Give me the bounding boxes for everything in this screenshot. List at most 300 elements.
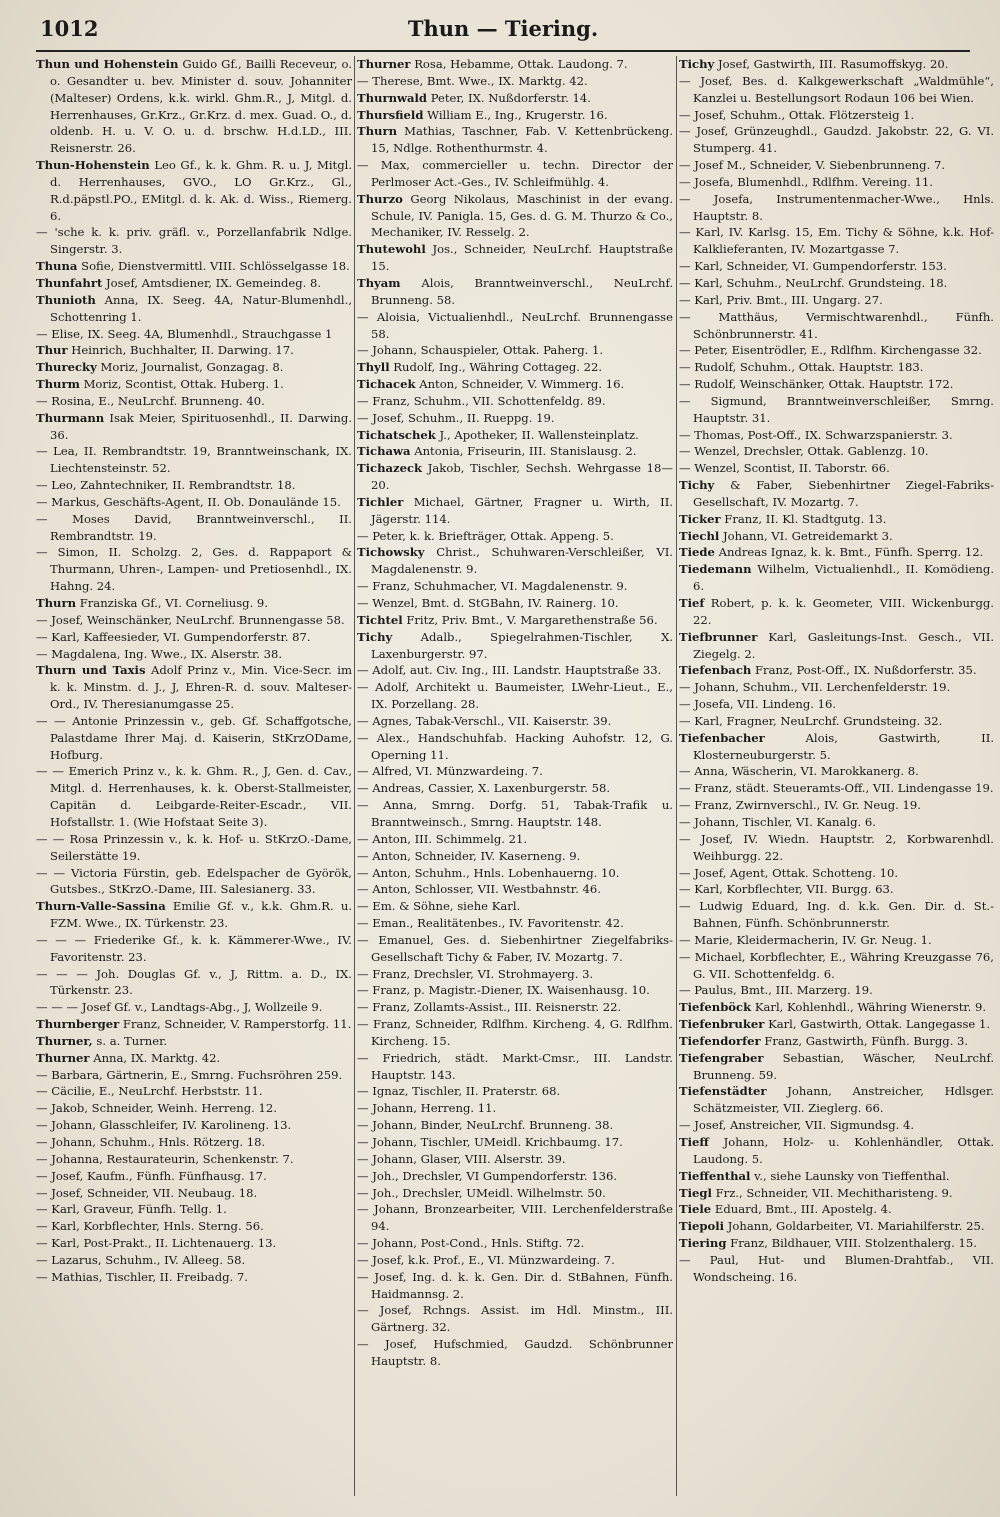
directory-entry — [357, 1201, 673, 1235]
directory-entry — [36, 595, 352, 612]
directory-entry — [357, 107, 673, 124]
entry-details: — Michael, Korbflechter, E., Währing Kreuzgasse 76, G. VII. Schottenfeldg. 6. — [679, 949, 994, 981]
directory-entry — [679, 1252, 994, 1286]
entry-details: Moriz, Journalist, Gonzagag. 8. — [100, 360, 284, 375]
directory-entry — [679, 1185, 994, 1202]
entry-details: Michael, Gärtner, Fragner u. Wirth, II. Jägerstr. 114. — [371, 494, 673, 526]
entry-surname: Tiefenböck — [679, 1000, 752, 1015]
entry-surname: Thurner — [357, 57, 411, 71]
directory-column-2 — [357, 56, 673, 1504]
directory-entry — [679, 763, 994, 780]
entry-surname: Thunfahrt — [36, 275, 103, 290]
directory-entry — [357, 797, 673, 831]
entry-surname: Thurnwald — [357, 90, 428, 105]
entry-details: Fritz, Priv. Bmt., V. Margarethenstraße 56. — [406, 612, 658, 627]
directory-entry — [357, 90, 673, 107]
directory-entry — [679, 713, 994, 730]
directory-entry — [679, 460, 994, 477]
directory-entry — [679, 56, 994, 73]
entry-details: Johann, VI. Getreidemarkt 3. — [723, 528, 893, 543]
entry-surname: Thurn — [36, 596, 77, 610]
entry-details: William E., Ing., Krugerstr. 16. — [427, 107, 608, 122]
entry-details: — Wenzel, Scontist, II. Taborstr. 66. — [679, 461, 890, 476]
entry-details: — Mathias, Tischler, II. Freibadg. 7. — [36, 1269, 248, 1284]
directory-entry — [357, 410, 673, 427]
entry-details: — Jakob, Schneider, Weinh. Herreng. 12. — [36, 1101, 277, 1116]
directory-entry — [36, 1067, 352, 1084]
directory-entry — [36, 342, 352, 359]
entry-details: — Anna, Wäscherin, VI. Marokkanerg. 8. — [679, 764, 919, 779]
entry-details: — Peter, Eisentrödler, E., Rdlfhm. Kirchengasse 32. — [679, 343, 982, 358]
directory-column-1 — [36, 56, 352, 1504]
entry-surname: Thuna — [36, 259, 78, 274]
entry-surname: Tiegl — [679, 1185, 712, 1200]
entry-surname: Tichler — [357, 494, 404, 509]
directory-entry — [357, 966, 673, 983]
entry-details: — Barbara, Gärtnerin, E., Smrng. Fuchsröhren 259. — [36, 1067, 343, 1082]
entry-details: — Franz, Zwirnverschl., IV. Gr. Neug. 19. — [679, 798, 921, 813]
directory-entry — [679, 258, 994, 275]
directory-entry — [679, 595, 994, 629]
entry-details: — Em. & Söhne, siehe Karl. — [357, 899, 521, 914]
directory-entry — [36, 258, 352, 275]
entry-details: — Josef, Schuhm., Ottak. Flötzersteig 1. — [679, 107, 915, 122]
directory-entry — [679, 1033, 994, 1050]
entry-details: — Rudolf, Weinschänker, Ottak. Hauptstr. 172. — [679, 377, 954, 392]
entry-details: — Alex., Handschuhfab. Hacking Auhofstr. 12, G. Operning 11. — [357, 730, 673, 762]
entry-details: Franz, II. Kl. Stadtgutg. 13. — [724, 511, 887, 526]
entry-surname: Thurn — [357, 124, 398, 139]
entry-details: Adolf Prinz v., Min. Vice-Secr. im k. k. Minstm. d. J., J, Ehren-R. d. souv. Malteser-Ord., IV. Theresianumgasse 25. — [50, 663, 352, 712]
column-divider — [676, 56, 677, 1496]
entry-details: — Karl, Priv. Bmt., III. Ungarg. 27. — [679, 292, 883, 307]
directory-entry — [36, 1168, 352, 1185]
directory-entry — [36, 662, 352, 713]
entry-details: Christ., Schuhwaren-Verschleißer, VI. Magdalenenstr. 9. — [371, 545, 673, 577]
entry-details: — Alfred, VI. Münzwardeing. 7. — [357, 764, 543, 779]
entry-details: Johann, Anstreicher, Hdlsger. Schätzmeister, VII. Zieglerg. 66. — [693, 1084, 994, 1116]
directory-entry — [36, 865, 352, 899]
entry-details: — Lazarus, Schuhm., IV. Alleeg. 58. — [36, 1252, 246, 1267]
entry-details: — Ignaz, Tischler, II. Praterstr. 68. — [357, 1084, 561, 1099]
directory-entry — [36, 898, 352, 932]
page-number: 1012 — [40, 16, 99, 41]
directory-entry — [679, 696, 994, 713]
directory-entry — [679, 511, 994, 528]
directory-entry — [357, 460, 673, 494]
entry-details: Anton, Schneider, V. Wimmerg. 16. — [419, 377, 625, 392]
entry-details: — Karl, Kaffeesieder, VI. Gumpendorferstr. 87. — [36, 629, 311, 644]
directory-entry — [679, 157, 994, 174]
directory-entry — [357, 56, 673, 73]
page-title: Thun — Tiering. — [407, 16, 599, 41]
entry-details: Emilie Gf. v., k.k. Ghm.R. u. FZM. Wwe., IX. Türkenstr. 23. — [50, 899, 352, 931]
entry-surname: Thurnberger — [36, 1017, 120, 1032]
entry-surname: Tiedemann — [679, 562, 752, 577]
directory-entry — [357, 1083, 673, 1100]
directory-entry — [679, 932, 994, 949]
entry-surname: Tichy — [679, 478, 715, 493]
entry-details: — Moses David, Branntweinverschl., II. Rembrandtstr. 19. — [36, 511, 352, 543]
entry-details: Guido Gf., Bailli Receveur, o. o. Gesandter u. bev. Minister d. souv. Johanniter (Malteser) Ordens, k.k. wirkl. Ghm.R., J, Mitgl. d. Herrenhauses, Gr.Krz., Gr.Krz. d. mex. Guad. O., d. oldenb. H. u. V. O. u. d. brschw. H.d.LD., III. Reisnerstr. 26. — [50, 57, 352, 156]
directory-entry — [679, 1201, 994, 1218]
entry-details: s. a. Turner. — [96, 1033, 168, 1048]
entry-details: — Anton, Schuhm., Hnls. Lobenhauerng. 10. — [357, 865, 620, 880]
entry-details: — Sigmund, Branntweinverschleißer, Smrng. Hauptstr. 31. — [679, 393, 994, 425]
directory-entry — [36, 393, 352, 410]
directory-entry — [357, 427, 673, 444]
entry-details: — Karl, Post-Prakt., II. Lichtenauerg. 13. — [36, 1236, 277, 1251]
directory-entry — [36, 1083, 352, 1100]
directory-entry — [357, 191, 673, 242]
directory-entry — [679, 1083, 994, 1117]
directory-entry — [357, 241, 673, 275]
directory-entry — [36, 612, 352, 629]
entry-details: Adalb., Spiegelrahmen-Tischler, X. Laxenburgerstr. 97. — [371, 629, 673, 661]
directory-entry — [36, 1235, 352, 1252]
directory-entry — [679, 376, 994, 393]
entry-details: — Josefa, Blumenhdl., Rdlfhm. Vereing. 11. — [679, 174, 933, 189]
entry-surname: Thur — [36, 343, 68, 358]
entry-surname: Thursfield — [357, 107, 424, 122]
directory-entry — [36, 511, 352, 545]
entry-details: Franz, Gastwirth, Fünfh. Burgg. 3. — [764, 1033, 969, 1048]
entry-details: Josef, Gastwirth, III. Rasumoffskyg. 20. — [717, 57, 949, 71]
entry-details: — Eman., Realitätenbes., IV. Favoritenstr. 42. — [357, 916, 624, 931]
entry-details: — Johann, Schuhm., VII. Lerchenfelderstr. 19. — [679, 680, 951, 695]
entry-details: — Josef, Schneider, VII. Neubaug. 18. — [36, 1185, 258, 1200]
entry-details: — Paul, Hut- und Blumen-Drahtfab., VII. Wondscheing. 16. — [679, 1252, 994, 1284]
entry-details: — Max, commercieller u. techn. Director der Perlmoser Act.-Ges., IV. Schleifmühlg. 4. — [357, 158, 673, 189]
entry-details: — — — Friederike Gf., k. k. Kämmerer-Wwe., IV. Favoritenstr. 23. — [36, 932, 352, 964]
entry-details: — Franz, städt. Steueramts-Off., VII. Lindengasse 19. — [679, 781, 994, 796]
entry-details: — Andreas, Cassier, X. Laxenburgerstr. 58. — [357, 781, 611, 796]
entry-details: — Friedrich, städt. Markt-Cmsr., III. Landstr. Hauptstr. 143. — [357, 1050, 673, 1082]
entry-details: — Josef, Schuhm., II. Rueppg. 19. — [357, 410, 555, 425]
entry-details: Robert, p. k. k. Geometer, VIII. Wickenburgg. 22. — [693, 596, 994, 627]
directory-entry — [357, 393, 673, 410]
header-rule — [36, 50, 970, 52]
entry-details: & Faber, Siebenhirtner Ziegel-Fabriks-Gesellschaft, IV. Mozartg. 7. — [693, 478, 994, 509]
directory-entry — [36, 646, 352, 663]
entry-details: — Karl, Schneider, VI. Gumpendorferstr. 153. — [679, 259, 947, 274]
directory-entry — [36, 1050, 352, 1067]
entry-surname: Tichacek — [357, 377, 416, 392]
entry-details: — Therese, Bmt. Wwe., IX. Marktg. 42. — [357, 73, 588, 88]
directory-entry — [36, 831, 352, 865]
directory-entry — [679, 309, 994, 343]
directory-entry — [357, 309, 673, 343]
directory-entry — [357, 528, 673, 545]
directory-entry — [679, 1168, 994, 1185]
directory-entry — [679, 1117, 994, 1134]
entry-details: — Anton, Schlosser, VII. Westbahnstr. 46. — [357, 882, 601, 897]
entry-details: — — Antonie Prinzessin v., geb. Gf. Schaffgotsche, Palastdame Ihrer Maj. d. Kaiserin, StKrzODame, Hofburg. — [36, 713, 352, 762]
directory-entry — [357, 915, 673, 932]
entry-details: — — Rosa Prinzessin v., k. k. Hof- u. StKrzO.-Dame, Seilerstätte 19. — [36, 831, 352, 863]
directory-entry — [357, 780, 673, 797]
entry-details: — Johann, Tischler, VI. Kanalg. 6. — [679, 814, 876, 829]
directory-entry — [36, 56, 352, 157]
directory-entry — [357, 999, 673, 1016]
directory-entry — [679, 107, 994, 124]
entry-details: Moriz, Scontist, Ottak. Huberg. 1. — [83, 377, 284, 392]
entry-details: — Agnes, Tabak-Verschl., VII. Kaiserstr. 39. — [357, 713, 612, 728]
entry-surname: Tichowsky — [357, 545, 425, 560]
entry-details: — Johann, Tischler, UMeidl. Krichbaumg. 17. — [357, 1135, 623, 1149]
entry-surname: Tiele — [679, 1202, 712, 1217]
entry-surname: Tichazeck — [357, 461, 423, 476]
directory-entry — [679, 342, 994, 359]
directory-entry — [36, 157, 352, 224]
entry-details: Johann, Goldarbeiter, VI. Mariahilferstr. 25. — [727, 1219, 985, 1234]
entry-details: Karl, Kohlenhdl., Währing Wienerstr. 9. — [754, 1000, 987, 1015]
directory-entry — [357, 494, 673, 528]
directory-entry — [357, 1016, 673, 1050]
directory-entry — [679, 898, 994, 932]
directory-entry — [36, 1117, 352, 1134]
directory-entry — [357, 1100, 673, 1117]
entry-surname: Tiefenbruker — [679, 1017, 765, 1032]
entry-details: — Johann, Glaser, VIII. Alserstr. 39. — [357, 1151, 566, 1166]
entry-details: — Ludwig Eduard, Ing. d. k.k. Gen. Dir. d. St.-Bahnen, Fünfh. Schönbrunnerstr. — [679, 899, 994, 931]
entry-details: — Johanna, Restaurateurin, Schenkenstr. 7. — [36, 1151, 294, 1166]
entry-details: — — — Joh. Douglas Gf. v., J, Rittm. a. D., IX. Türkenstr. 23. — [36, 966, 352, 998]
directory-entry — [357, 1168, 673, 1185]
entry-surname: Thurn und Taxis — [36, 663, 146, 678]
directory-entry — [36, 1100, 352, 1117]
entry-surname: Tiefenbach — [679, 663, 752, 678]
directory-entry — [36, 999, 352, 1016]
directory-entry — [679, 662, 994, 679]
entry-surname: Thyll — [357, 360, 390, 375]
entry-details: — Josef, IV. Wiedn. Hauptstr. 2, Korbwarenhdl. Weihburgg. 22. — [679, 831, 994, 863]
directory-entry — [679, 865, 994, 882]
directory-entry — [357, 932, 673, 966]
directory-entry — [36, 1016, 352, 1033]
entry-surname: Tiefenbacher — [679, 730, 765, 745]
directory-entry — [357, 123, 673, 157]
directory-entry — [36, 629, 352, 646]
entry-details: — Josef, k.k. Prof., E., VI. Münzwardeing. 7. — [357, 1252, 615, 1267]
directory-entry — [357, 662, 673, 679]
directory-entry — [357, 1235, 673, 1252]
entry-details: — Franz, Schuhmacher, VI. Magdalenenstr. 9. — [357, 579, 628, 594]
entry-details: — Aloisia, Victualienhdl., NeuLrchf. Brunnengasse 58. — [357, 309, 673, 341]
directory-column-3 — [679, 56, 994, 1504]
directory-entry — [357, 376, 673, 393]
entry-details: Antonia, Friseurin, III. Stanislausg. 2. — [414, 444, 637, 459]
directory-entry — [357, 1117, 673, 1134]
entry-details: — Joh., Drechsler, UMeidl. Wilhelmstr. 50. — [357, 1185, 606, 1200]
directory-entry — [679, 814, 994, 831]
directory-entry — [36, 494, 352, 511]
directory-entry — [357, 1050, 673, 1084]
directory-entry — [679, 561, 994, 595]
directory-entry — [357, 629, 673, 663]
directory-entry — [679, 443, 994, 460]
entry-details: — Anton, III. Schimmelg. 21. — [357, 831, 528, 846]
directory-entry — [36, 966, 352, 1000]
directory-entry — [679, 292, 994, 309]
entry-details: Anna, IX. Seeg. 4A, Natur-Blumenhdl., Schottenring 1. — [50, 292, 352, 324]
directory-entry — [36, 224, 352, 258]
entry-surname: Thurner, — [36, 1033, 93, 1048]
directory-entry — [36, 1151, 352, 1168]
entry-surname: Thurner — [36, 1050, 90, 1065]
directory-entry — [357, 898, 673, 915]
directory-entry — [679, 275, 994, 292]
entry-surname: Tief — [679, 596, 705, 610]
directory-entry — [357, 612, 673, 629]
entry-details: — Peter, k. k. Briefträger, Ottak. Appeng. 5. — [357, 528, 614, 543]
entry-details: — Elise, IX. Seeg. 4A, Blumenhdl., Strauchgasse 1 — [36, 326, 333, 341]
directory-entry — [679, 359, 994, 376]
entry-surname: Thyam — [357, 275, 401, 290]
entry-surname: Thun und Hohenstein — [36, 57, 179, 71]
entry-details: Johann, Holz- u. Kohlenhändler, Ottak. Laudong. 5. — [693, 1135, 994, 1166]
directory-entry — [679, 544, 994, 561]
entry-surname: Tiefendorfer — [679, 1033, 761, 1048]
entry-surname: Tiefengraber — [679, 1050, 764, 1065]
entry-details: — Josef, Weinschänker, NeuLrchf. Brunnengasse 58. — [36, 612, 345, 627]
entry-surname: Tichawa — [357, 444, 411, 459]
entry-details: — Anton, Schneider, IV. Kaserneng. 9. — [357, 848, 581, 863]
entry-details: Franz, Bildhauer, VIII. Stolzenthalerg. 15. — [730, 1236, 977, 1251]
directory-entry — [357, 730, 673, 764]
directory-entry — [357, 865, 673, 882]
entry-details: — Franz, Schneider, Rdlfhm. Kircheng. 4, G. Rdlfhm. Kircheng. 15. — [357, 1017, 673, 1048]
entry-details: — Karl, IV. Karlsg. 15, Em. Tichy & Söhne, k.k. Hof-Kalklieferanten, IV. Mozartgasse 7. — [679, 225, 994, 257]
directory-entry — [357, 1302, 673, 1336]
entry-details: — Josef, Grünzeughdl., Gaudzd. Jakobstr. 22, G. VI. Stumperg. 41. — [679, 124, 994, 156]
directory-entry — [679, 123, 994, 157]
entry-details: Rudolf, Ing., Währing Cottageg. 22. — [393, 360, 603, 375]
column-divider — [354, 56, 355, 1496]
directory-entry — [36, 713, 352, 764]
entry-details: — Franz, Drechsler, VI. Strohmayerg. 3. — [357, 966, 594, 981]
directory-entry — [36, 1033, 352, 1050]
entry-details: — Rosina, E., NeuLrchf. Brunneng. 40. — [36, 393, 265, 408]
entry-surname: Tiefenstädter — [679, 1084, 767, 1099]
directory-entry — [357, 275, 673, 309]
entry-details: J., Apotheker, II. Wallensteinplatz. — [439, 427, 639, 442]
entry-surname: Tichy — [679, 57, 715, 71]
directory-entry — [357, 1252, 673, 1269]
entry-details: Mathias, Taschner, Fab. V. Kettenbrückeng. 15, Ndlge. Rothenthurmstr. 4. — [371, 124, 673, 156]
entry-details: Sebastian, Wäscher, NeuLrchf. Brunneng. 59. — [693, 1050, 994, 1082]
directory-entry — [357, 359, 673, 376]
directory-entry — [357, 713, 673, 730]
entry-details: Georg Nikolaus, Maschinist in der evang. Schule, IV. Panigla. 15, Ges. d. G. M. Thurzo & Co., Mechaniker, IV. Resselg. 2. — [371, 191, 673, 240]
entry-surname: Thurzo — [357, 191, 403, 206]
entry-surname: Tieff — [679, 1135, 709, 1149]
entry-details: Alois, Branntweinverschl., NeuLrchf. Brunneng. 58. — [371, 275, 673, 307]
entry-surname: Thurmann — [36, 410, 105, 425]
directory-entry — [679, 679, 994, 696]
entry-details: — Josef M., Schneider, V. Siebenbrunneng. 7. — [679, 158, 946, 173]
entry-details: — Matthäus, Vermischtwarenhdl., Fünfh. Schönbrunnerstr. 41. — [679, 309, 994, 341]
directory-entry — [679, 1235, 994, 1252]
directory-entry — [357, 578, 673, 595]
directory-entry — [36, 292, 352, 326]
entry-details: — Johann, Herreng. 11. — [357, 1101, 497, 1116]
entry-details: — Franz, p. Magistr.-Diener, IX. Waisenhausg. 10. — [357, 983, 650, 998]
entry-details: Frz., Schneider, VII. Mechitharisteng. 9. — [715, 1185, 953, 1200]
entry-surname: Tiechl — [679, 528, 720, 543]
entry-details: Alois, Gastwirth, II. Klosterneuburgerstr. 5. — [693, 730, 994, 762]
directory-entry — [36, 932, 352, 966]
entry-details: Jakob, Tischler, Sechsh. Wehrgasse 18—20. — [371, 461, 673, 493]
entry-details: — — Victoria Fürstin, geb. Edelspacher de Györök, Gutsbes., StKrzO.-Dame, III. Salesianerg. 33. — [36, 865, 352, 897]
directory-entry — [357, 1336, 673, 1370]
entry-details: — Franz, Zollamts-Assist., III. Reisnerstr. 22. — [357, 1000, 622, 1015]
directory-entry — [357, 1151, 673, 1168]
directory-entry — [357, 544, 673, 578]
directory-entry — [357, 1134, 673, 1151]
directory-entry — [357, 342, 673, 359]
entry-details: — Josef, Bes. d. Kalkgewerkschaft „Waldmühle“, Kanzlei u. Bestellungsort Rodaun 106 bei Wien. — [679, 73, 994, 105]
directory-entry — [679, 629, 994, 663]
directory-entry — [36, 326, 352, 343]
entry-details: — — — Josef Gf. v., Landtags-Abg., J, Wollzeile 9. — [36, 1000, 323, 1015]
entry-details: — Karl, Fragner, NeuLrchf. Grundsteing. 32. — [679, 713, 943, 728]
entry-details: — 'sche k. k. priv. gräfl. v., Porzellanfabrik Ndlge. Singerstr. 3. — [36, 225, 352, 257]
entry-details: — Josef, Ing. d. k. k. Gen. Dir. d. StBahnen, Fünfh. Haidmannsg. 2. — [357, 1269, 673, 1301]
entry-details: — Wenzel, Drechsler, Ottak. Gablenzg. 10. — [679, 444, 929, 459]
entry-details: Wilhelm, Victualienhdl., II. Komödieng. 6. — [693, 562, 994, 594]
entry-details: Rosa, Hebamme, Ottak. Laudong. 7. — [414, 57, 628, 71]
entry-details: — Thomas, Post-Off., IX. Schwarzspanierstr. 3. — [679, 427, 953, 442]
entry-surname: Thurecky — [36, 360, 97, 375]
page-header — [40, 14, 966, 44]
entry-details: — Johann, Binder, NeuLrchf. Brunneng. 38. — [357, 1118, 614, 1133]
directory-entry — [357, 1185, 673, 1202]
entry-details: — Marie, Kleidermacherin, IV. Gr. Neug. 1. — [679, 932, 932, 947]
directory-entry — [357, 679, 673, 713]
entry-details: Karl, Gasleitungs-Inst. Gesch., VII. Ziegelg. 2. — [693, 629, 994, 661]
entry-surname: Tiering — [679, 1236, 727, 1251]
entry-details: — Josefa, VII. Lindeng. 16. — [679, 697, 837, 712]
entry-surname: Thun-Hohenstein — [36, 158, 150, 173]
entry-details: Franz, Schneider, V. Ramperstorfg. 11. — [122, 1017, 352, 1032]
entry-surname: Tichy — [357, 629, 393, 644]
entry-details: v., siehe Launsky von Tieffenthal. — [754, 1168, 950, 1183]
directory-entry — [357, 443, 673, 460]
directory-entry — [357, 595, 673, 612]
entry-details: — — Emerich Prinz v., k. k. Ghm. R., J, Gen. d. Cav., Mitgl. d. Herrenhauses, k. k. Oberst-Stallmeister, Capitän d. Leibgarde-Reiter-Escadr., VII. Hofstallstr. 1. (Wie Hofstaat Seite 3). — [36, 764, 352, 829]
directory-entry — [357, 831, 673, 848]
directory-entry — [679, 1016, 994, 1033]
entry-details: — Simon, II. Scholzg. 2, Ges. d. Rappaport & Thurmann, Uhren-, Lampen- und Pretiosenhdl., IX. Hahng. 24. — [36, 545, 352, 594]
directory-entry — [357, 73, 673, 90]
entry-details: — Karl, Korbflechter, Hnls. Sterng. 56. — [36, 1219, 264, 1234]
entry-details: — Josef, Rchngs. Assist. im Hdl. Minstm., III. Gärtnerg. 32. — [357, 1303, 673, 1335]
directory-entry — [679, 1050, 994, 1084]
directory-entry — [36, 1252, 352, 1269]
entry-surname: Thurn-Valle-Sassina — [36, 899, 166, 914]
entry-details: — Markus, Geschäfts-Agent, II. Ob. Donaulände 15. — [36, 494, 341, 509]
entry-details: Anna, IX. Marktg. 42. — [93, 1050, 221, 1065]
directory-entry — [679, 174, 994, 191]
entry-surname: Thurm — [36, 377, 80, 392]
entry-details: — Emanuel, Ges. d. Siebenhirtner Ziegelfabriks-Gesellschaft Tichy & Faber, IV. Mozartg. 7. — [357, 932, 673, 964]
directory-entry — [36, 763, 352, 830]
entry-surname: Tichatschek — [357, 427, 436, 442]
directory-entry — [36, 443, 352, 477]
entry-details: Franziska Gf., VI. Corneliusg. 9. — [79, 596, 268, 610]
directory-entry — [36, 544, 352, 595]
